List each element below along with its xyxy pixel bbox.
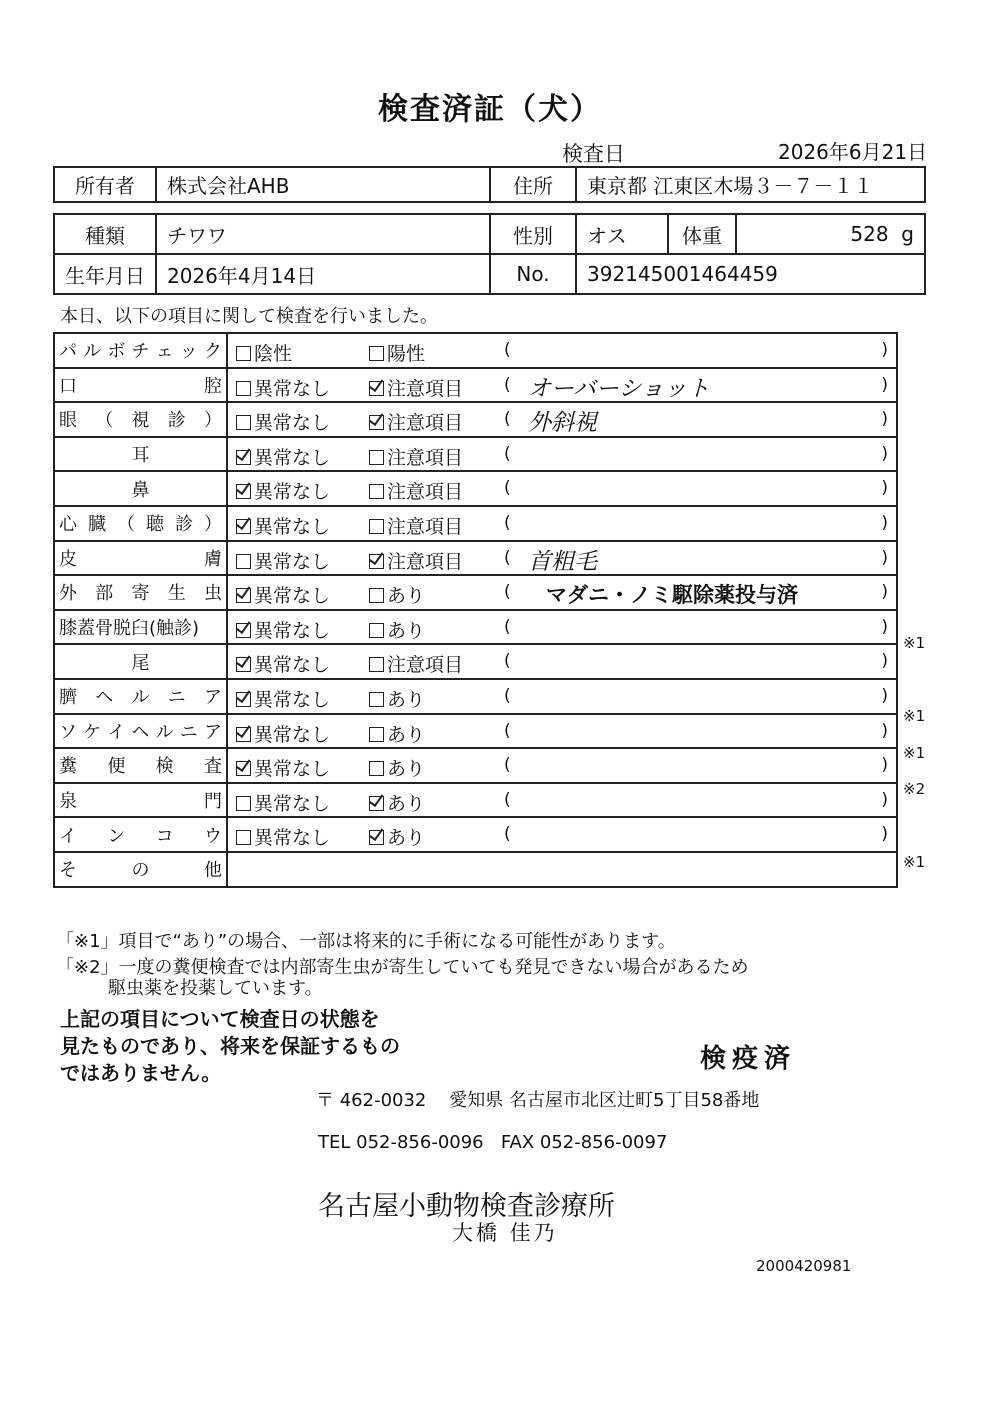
option-attention bbox=[369, 581, 425, 608]
item-options bbox=[227, 852, 897, 887]
option-label: 異常なし bbox=[254, 619, 331, 642]
footnote-marker: ※2 bbox=[903, 780, 926, 799]
item-name-text: 皮 膚 bbox=[59, 548, 222, 570]
item-name bbox=[54, 783, 227, 818]
option-label: 異常なし bbox=[254, 585, 331, 608]
close-paren: ) bbox=[881, 651, 888, 672]
checkbox-icon[interactable] bbox=[236, 415, 251, 430]
item-name-text: 糞 便 検 査 bbox=[59, 756, 222, 778]
close-paren: ) bbox=[881, 478, 888, 499]
checkbox-icon[interactable] bbox=[369, 623, 384, 638]
clinic-contact bbox=[318, 1132, 667, 1153]
item-name-text bbox=[59, 476, 222, 502]
checked-checkbox-icon[interactable] bbox=[236, 519, 251, 534]
option-normal bbox=[236, 754, 330, 781]
open-paren: ( bbox=[504, 824, 511, 845]
checkbox-icon[interactable] bbox=[236, 346, 251, 361]
close-paren: ) bbox=[881, 443, 888, 464]
option-label: 異常なし bbox=[254, 827, 331, 850]
open-paren: ( bbox=[504, 512, 511, 533]
open-paren: ( bbox=[504, 409, 511, 430]
clinic-name: 名古屋小動物検査診療所 bbox=[318, 1191, 615, 1222]
weight-cell bbox=[736, 214, 925, 254]
option-attention bbox=[369, 512, 463, 539]
option-attention bbox=[369, 339, 425, 366]
breed-label: 種類 bbox=[54, 214, 156, 254]
quarantine-stamp: 検疫済 bbox=[700, 1044, 797, 1074]
no-label: No. bbox=[490, 254, 576, 294]
option-label: あり bbox=[387, 827, 426, 850]
item-name bbox=[54, 506, 227, 541]
open-paren: ( bbox=[504, 547, 511, 568]
item-name-text bbox=[59, 441, 222, 467]
inspection-row bbox=[54, 714, 897, 749]
option-attention bbox=[369, 408, 463, 435]
option-normal bbox=[236, 443, 330, 470]
open-paren: ( bbox=[504, 651, 511, 672]
intro-text: 本日、以下の項目に関して検査を行いました。 bbox=[60, 306, 438, 327]
checked-checkbox-icon[interactable] bbox=[236, 657, 251, 672]
item-name-text: ソ ケ イ ヘ ル ニ ア bbox=[59, 721, 222, 743]
item-options bbox=[227, 817, 897, 852]
option-label: 異常なし bbox=[254, 481, 331, 504]
checkbox-icon[interactable] bbox=[369, 761, 384, 776]
close-paren: ) bbox=[881, 512, 888, 533]
close-paren: ) bbox=[881, 685, 888, 706]
item-name bbox=[54, 748, 227, 783]
item-name-text: 心 臓 （ 聴 診 ） bbox=[59, 514, 222, 536]
checkbox-icon[interactable] bbox=[236, 796, 251, 811]
item-name-label: 鼻 bbox=[131, 479, 150, 501]
item-note: オーバーショット bbox=[528, 375, 710, 402]
inspection-row bbox=[54, 679, 897, 714]
item-options bbox=[227, 575, 897, 610]
option-label: 異常なし bbox=[254, 688, 331, 711]
inspection-row bbox=[54, 333, 897, 368]
owner-label: 所有者 bbox=[54, 167, 156, 202]
close-paren: ) bbox=[881, 340, 888, 360]
clinic-fax: FAX 052-856-0097 bbox=[500, 1132, 668, 1153]
item-options bbox=[227, 714, 897, 749]
item-name bbox=[54, 575, 227, 610]
option-normal bbox=[236, 374, 330, 401]
option-normal bbox=[236, 339, 292, 366]
animal-table bbox=[53, 213, 926, 295]
option-label: 注意項目 bbox=[387, 377, 464, 400]
owner-name: 株式会社AHB bbox=[156, 167, 490, 202]
item-options bbox=[227, 748, 897, 783]
inspection-row bbox=[54, 402, 897, 437]
declaration-line: ではありません。 bbox=[60, 1061, 222, 1085]
no-value: 392145001464459 bbox=[576, 254, 925, 294]
item-note: 外斜視 bbox=[528, 410, 597, 437]
item-name bbox=[54, 402, 227, 437]
birth-value: 2026年4月14日 bbox=[156, 254, 490, 294]
item-options bbox=[227, 783, 897, 818]
inspection-row bbox=[54, 368, 897, 403]
open-paren: ( bbox=[504, 582, 511, 603]
open-paren: ( bbox=[504, 755, 511, 776]
item-name-text: イ ン コ ウ bbox=[59, 825, 222, 847]
option-normal bbox=[236, 823, 330, 850]
option-label: 注意項目 bbox=[387, 515, 464, 538]
item-options bbox=[227, 506, 897, 541]
item-name-label: 膝蓋骨脱臼(触診) bbox=[59, 618, 200, 640]
footnote-marker: ※1 bbox=[903, 853, 926, 872]
item-name-text: 口 腔 bbox=[59, 375, 222, 397]
close-paren: ) bbox=[881, 547, 888, 568]
option-normal bbox=[236, 547, 330, 574]
owner-table bbox=[53, 166, 926, 203]
item-name bbox=[54, 368, 227, 403]
checkbox-icon[interactable] bbox=[369, 657, 384, 672]
footnote-marker: ※1 bbox=[903, 633, 926, 652]
veterinarian-name: 大橋 佳乃 bbox=[452, 1221, 558, 1245]
serial-number: 2000420981 bbox=[756, 1257, 852, 1275]
inspection-row bbox=[54, 437, 897, 472]
open-paren: ( bbox=[504, 685, 511, 706]
checked-checkbox-icon[interactable] bbox=[236, 588, 251, 603]
checkbox-icon[interactable] bbox=[369, 519, 384, 534]
option-attention bbox=[369, 443, 463, 470]
inspection-items-table bbox=[53, 332, 898, 888]
checkbox-icon[interactable] bbox=[236, 830, 251, 845]
declaration bbox=[60, 1006, 400, 1087]
checked-checkbox-icon[interactable] bbox=[369, 415, 384, 430]
checked-checkbox-icon[interactable] bbox=[236, 761, 251, 776]
option-attention bbox=[369, 823, 425, 850]
address-label: 住所 bbox=[490, 167, 576, 202]
inspection-row bbox=[54, 783, 897, 818]
item-name bbox=[54, 644, 227, 679]
close-paren: ) bbox=[881, 720, 888, 741]
checked-checkbox-icon[interactable] bbox=[236, 623, 251, 638]
option-label: あり bbox=[387, 792, 426, 815]
option-normal bbox=[236, 685, 330, 712]
open-paren: ( bbox=[504, 789, 511, 810]
item-name bbox=[54, 817, 227, 852]
item-name bbox=[54, 610, 227, 645]
owner-address: 東京都 江東区木場３－７－１１ bbox=[576, 167, 925, 202]
checkbox-icon[interactable] bbox=[369, 346, 384, 361]
option-label: 陰性 bbox=[254, 343, 293, 365]
option-label: 陽性 bbox=[387, 343, 426, 365]
option-normal bbox=[236, 512, 330, 539]
option-attention bbox=[369, 374, 463, 401]
option-normal bbox=[236, 616, 330, 643]
checked-checkbox-icon[interactable] bbox=[369, 830, 384, 845]
option-label: 異常なし bbox=[254, 723, 331, 746]
checkbox-icon[interactable] bbox=[369, 692, 384, 707]
option-attention bbox=[369, 789, 425, 816]
option-label: 異常なし bbox=[254, 758, 331, 781]
option-normal bbox=[236, 581, 330, 608]
checked-checkbox-icon[interactable] bbox=[369, 381, 384, 396]
open-paren: ( bbox=[504, 478, 511, 499]
open-paren: ( bbox=[504, 720, 511, 741]
item-name bbox=[54, 714, 227, 749]
item-options bbox=[227, 679, 897, 714]
open-paren: ( bbox=[504, 340, 511, 360]
checkbox-icon[interactable] bbox=[369, 450, 384, 465]
option-label: 異常なし bbox=[254, 377, 331, 400]
option-normal bbox=[236, 477, 330, 504]
footnote-2-cont: 駆虫薬を投薬しています。 bbox=[108, 978, 323, 999]
option-label: 異常なし bbox=[254, 446, 331, 469]
item-name bbox=[54, 437, 227, 472]
option-label: 注意項目 bbox=[387, 654, 464, 677]
sex-value: オス bbox=[576, 214, 668, 254]
open-paren: ( bbox=[504, 374, 511, 395]
item-options bbox=[227, 541, 897, 576]
item-options bbox=[227, 368, 897, 403]
clinic-tel: TEL 052-856-0096 bbox=[318, 1132, 484, 1153]
item-name bbox=[54, 852, 227, 887]
footnote-2: 「※2」一度の糞便検査では内部寄生虫が寄生していても発見できない場合があるため bbox=[56, 957, 749, 978]
option-normal bbox=[236, 720, 330, 747]
weight-unit: g bbox=[901, 222, 914, 246]
option-attention bbox=[369, 754, 425, 781]
inspection-row bbox=[54, 748, 897, 783]
checkbox-icon[interactable] bbox=[236, 554, 251, 569]
option-normal bbox=[236, 650, 330, 677]
option-label: 異常なし bbox=[254, 515, 331, 538]
checkbox-icon[interactable] bbox=[369, 588, 384, 603]
inspection-row bbox=[54, 610, 897, 645]
checkbox-icon[interactable] bbox=[369, 484, 384, 499]
option-normal bbox=[236, 408, 330, 435]
option-label: 異常なし bbox=[254, 654, 331, 677]
item-options bbox=[227, 610, 897, 645]
footnote-1: 「※1」項目で“あり”の場合、一部は将来的に手術になる可能性があります。 bbox=[56, 931, 676, 952]
clinic-address-line bbox=[316, 1086, 759, 1112]
item-name bbox=[54, 541, 227, 576]
item-name-text: パ ル ボ チ ェ ッ ク bbox=[59, 341, 222, 363]
open-paren: ( bbox=[504, 443, 511, 464]
item-name bbox=[54, 679, 227, 714]
checkbox-icon[interactable] bbox=[236, 381, 251, 396]
option-label: 注意項目 bbox=[387, 412, 464, 435]
document-title: 検査済証（犬） bbox=[378, 92, 602, 127]
checked-checkbox-icon[interactable] bbox=[369, 796, 384, 811]
option-normal bbox=[236, 789, 330, 816]
footnote-marker: ※1 bbox=[903, 743, 926, 762]
option-attention bbox=[369, 650, 463, 677]
close-paren: ) bbox=[881, 755, 888, 776]
weight-value: 528 bbox=[850, 222, 889, 246]
item-note: マダニ・ノミ駆除薬投与済 bbox=[546, 583, 798, 608]
inspection-date-label: 検査日 bbox=[562, 142, 625, 166]
open-paren: ( bbox=[504, 616, 511, 637]
birth-label: 生年月日 bbox=[54, 254, 156, 294]
inspection-row bbox=[54, 506, 897, 541]
declaration-line: 見たものであり、将来を保証するもの bbox=[60, 1034, 400, 1058]
footnote-marker: ※1 bbox=[903, 707, 926, 725]
option-label: 異常なし bbox=[254, 412, 331, 435]
option-label: あり bbox=[387, 723, 426, 746]
breed-value: チワワ bbox=[156, 214, 490, 254]
checked-checkbox-icon[interactable] bbox=[236, 692, 251, 707]
option-label: 注意項目 bbox=[387, 550, 464, 573]
option-label: 異常なし bbox=[254, 550, 331, 573]
clinic-address: 愛知県 名古屋市北区辻町5丁目58番地 bbox=[449, 1090, 760, 1111]
item-options bbox=[227, 437, 897, 472]
item-name-text: そ の 他 bbox=[59, 860, 222, 882]
item-name-text bbox=[59, 649, 222, 675]
declaration-line: 上記の項目について検査日の状態を bbox=[60, 1007, 380, 1031]
option-attention bbox=[369, 720, 425, 747]
inspection-row bbox=[54, 852, 897, 887]
option-attention bbox=[369, 477, 463, 504]
option-attention bbox=[369, 685, 425, 712]
item-name-text: 泉 門 bbox=[59, 791, 222, 813]
item-name-text: 外 部 寄 生 虫 bbox=[59, 583, 222, 605]
inspection-row bbox=[54, 817, 897, 852]
close-paren: ) bbox=[881, 616, 888, 637]
item-options bbox=[227, 644, 897, 679]
option-label: 注意項目 bbox=[387, 481, 464, 504]
sex-label: 性別 bbox=[490, 214, 576, 254]
inspection-row bbox=[54, 575, 897, 610]
item-options bbox=[227, 471, 897, 506]
option-label: 異常なし bbox=[254, 792, 331, 815]
item-name bbox=[54, 333, 227, 368]
option-attention bbox=[369, 547, 463, 574]
checked-checkbox-icon[interactable] bbox=[369, 554, 384, 569]
item-name-text: 眼 （ 視 診 ） bbox=[59, 410, 222, 432]
close-paren: ) bbox=[881, 409, 888, 430]
postal-code: 〒 462-0032 bbox=[316, 1090, 427, 1111]
item-options bbox=[227, 333, 897, 368]
option-label: あり bbox=[387, 758, 426, 781]
checked-checkbox-icon[interactable] bbox=[236, 727, 251, 742]
option-label: あり bbox=[387, 688, 426, 711]
item-name-text bbox=[59, 614, 222, 640]
checkbox-icon[interactable] bbox=[369, 727, 384, 742]
weight-label: 体重 bbox=[668, 214, 736, 254]
inspection-date: 2026年6月21日 bbox=[778, 140, 928, 164]
close-paren: ) bbox=[881, 582, 888, 603]
option-attention bbox=[369, 616, 425, 643]
item-name-label: 尾 bbox=[131, 652, 150, 674]
close-paren: ) bbox=[881, 824, 888, 845]
close-paren: ) bbox=[881, 374, 888, 395]
checked-checkbox-icon[interactable] bbox=[236, 450, 251, 465]
item-name bbox=[54, 471, 227, 506]
item-name-label: 耳 bbox=[131, 445, 150, 467]
item-note: 首粗毛 bbox=[528, 548, 597, 575]
option-label: あり bbox=[387, 619, 426, 642]
inspection-row bbox=[54, 471, 897, 506]
item-options bbox=[227, 402, 897, 437]
inspection-row bbox=[54, 541, 897, 576]
inspection-row bbox=[54, 644, 897, 679]
checked-checkbox-icon[interactable] bbox=[236, 484, 251, 499]
option-label: 注意項目 bbox=[387, 446, 464, 469]
option-label: あり bbox=[387, 585, 426, 608]
item-name-text: 臍 ヘ ル ニ ア bbox=[59, 687, 222, 709]
close-paren: ) bbox=[881, 789, 888, 810]
